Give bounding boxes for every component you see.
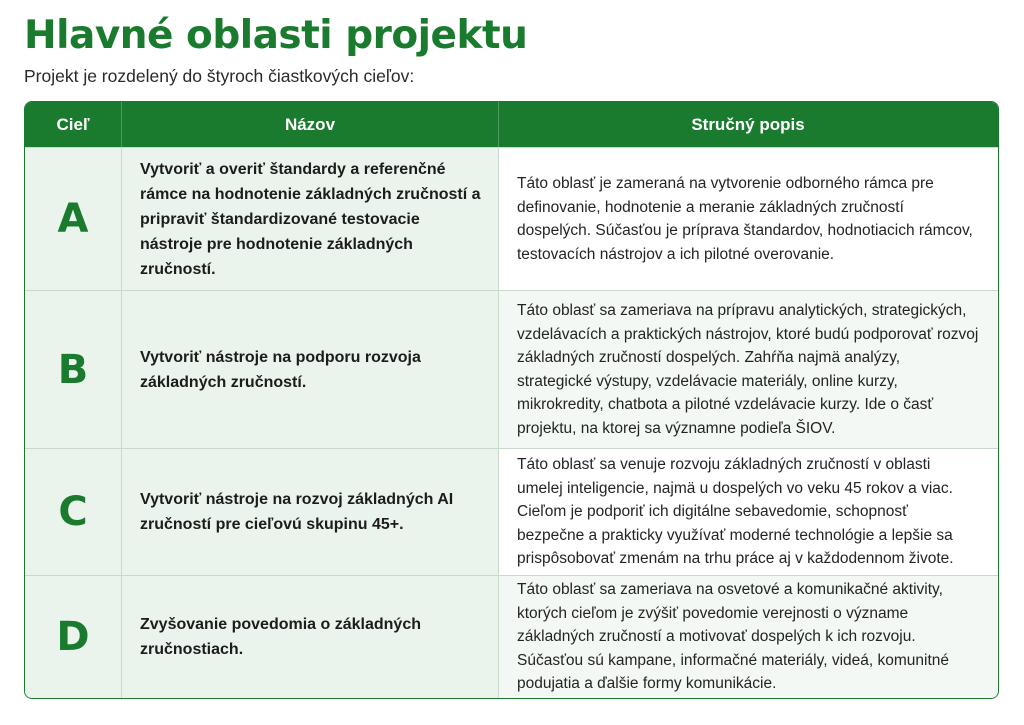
goal-name: Vytvoriť nástroje na rozvoj základných AI zručností pre cieľovú skupinu 45+.	[122, 449, 499, 575]
goal-description: Táto oblasť sa venuje rozvoju základných zručností v oblasti umelej inteligencie, najmä u dospelých vo veku 45 rokov a viac. Cieľom je podporiť ich digitálne sebavedomie, schopnosť bezpečne a prakticky využívať moderné technológie a lepšie sa prispôsobovať zmenám na trhu práce aj v každodennom živote.	[499, 449, 997, 575]
table-header-row	[25, 102, 998, 147]
goals-table	[24, 101, 999, 699]
table-row	[25, 290, 998, 448]
header-description: Stručný popis	[691, 114, 805, 134]
goal-description: Táto oblasť sa zameriava na prípravu analytických, strategických, vzdelávacích a praktických nástrojov, ktoré budú podporovať rozvoj základných zručností dospelých. Zahŕňa najmä analýzy, strategické výstupy, vzdelávacie materiály, online kurzy, mikrokredity, chatbota a pilotné vzdelávacie kurzy. Ide o časť projektu, na ktorej sa významne podieľa ŠIOV.	[499, 291, 997, 448]
goal-description: Táto oblasť je zameraná na vytvorenie odborného rámca pre definovanie, hodnotenie a meranie základných zručností dospelých. Súčasťou je príprava štandardov, hodnotiacich rámcov, testovacích nástrojov a ich pilotné overovanie.	[499, 148, 997, 290]
page-title: Hlavné oblasti projektu	[24, 13, 528, 58]
header-name: Názov	[122, 102, 499, 147]
goal-letter: C	[25, 449, 122, 575]
page-subtitle: Projekt je rozdelený do štyroch čiastkových cieľov:	[24, 66, 415, 86]
goal-description: Táto oblasť sa zameriava na osvetové a komunikačné aktivity, ktorých cieľom je zvýšiť povedomie verejnosti o význame základných zručností a motivovať dospelých k ich rozvoju. Súčasťou sú kampane, informačné materiály, videá, komunitné podujatia a ďalšie formy komunikácie.	[499, 576, 997, 698]
goal-letter: A	[25, 148, 122, 290]
header-goal: Cieľ	[25, 102, 122, 147]
table-row	[25, 448, 998, 575]
goal-name: Vytvoriť nástroje na podporu rozvoja základných zručností.	[122, 291, 499, 448]
table-row	[25, 575, 998, 698]
goal-name: Vytvoriť a overiť štandardy a referenčné rámce na hodnotenie základných zručností a pripraviť štandardizované testovacie nástroje pre hodnotenie základných zručností.	[122, 148, 499, 290]
goal-letter: D	[25, 576, 122, 698]
goal-letter: B	[25, 291, 122, 448]
table-row	[25, 147, 998, 290]
goal-name: Zvyšovanie povedomia o základných zručnostiach.	[122, 576, 499, 698]
